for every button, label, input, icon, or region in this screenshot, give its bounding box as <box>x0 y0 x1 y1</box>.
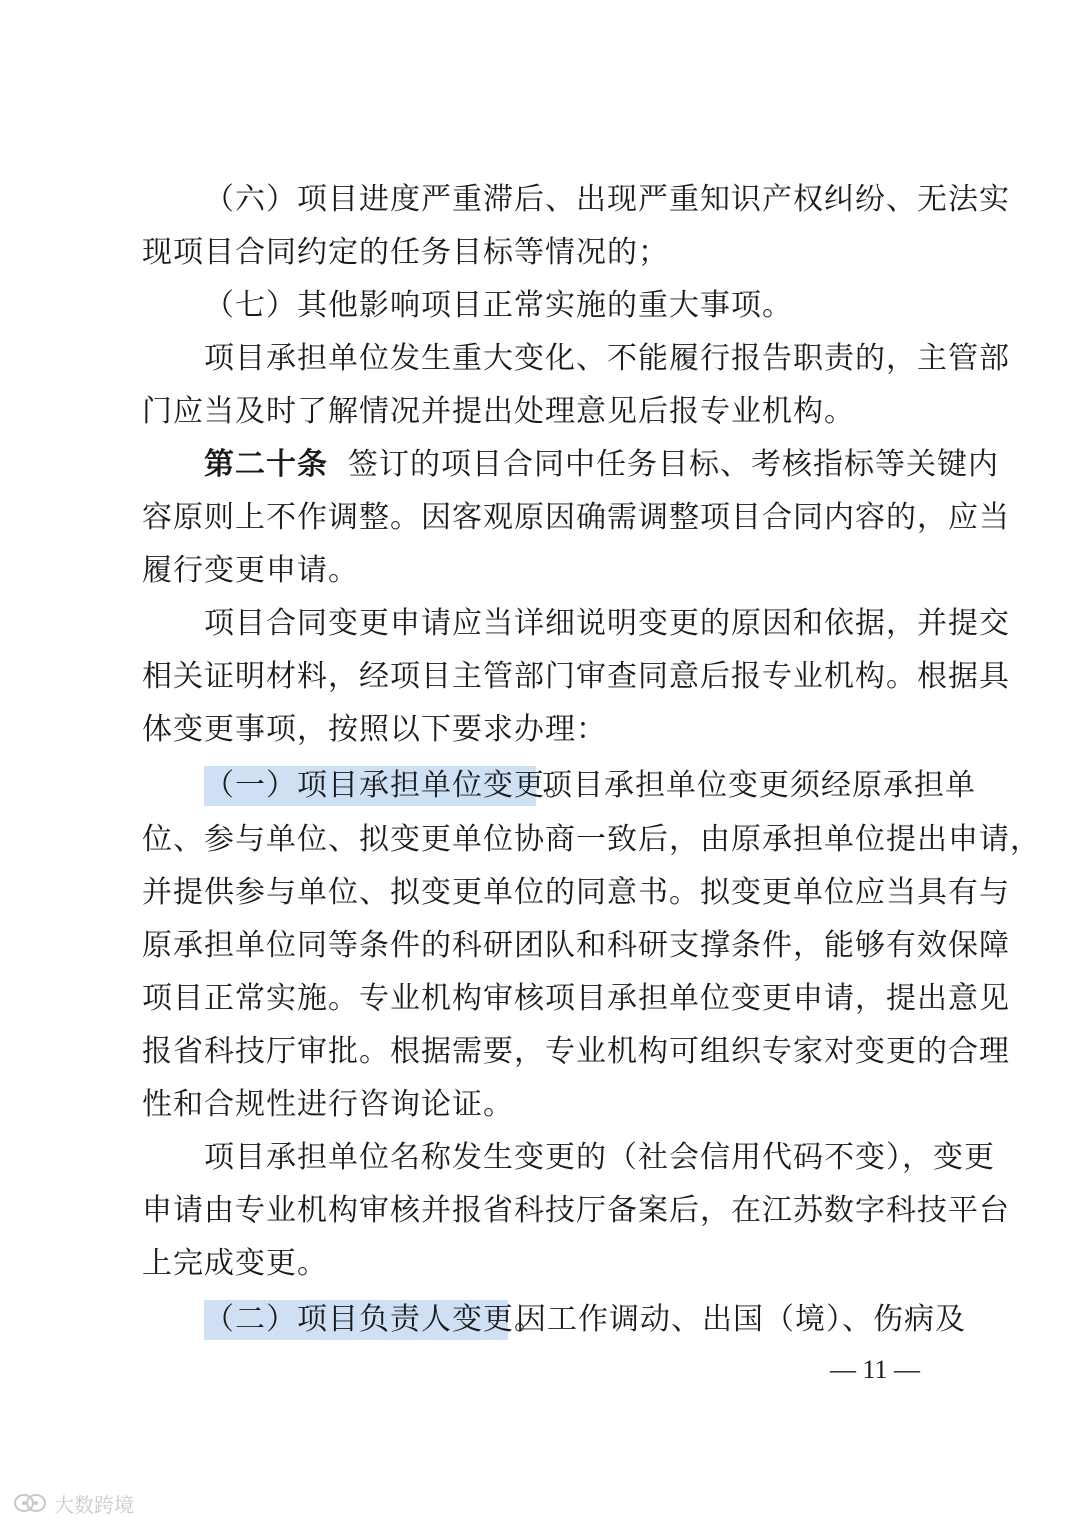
paragraph-line: 报省科技厅审批。根据需要，专业机构可组织专家对变更的合理 <box>142 1034 1010 1069</box>
paragraph-line: 项目承担单位变更须经原承担单 <box>542 768 976 803</box>
paragraph-line: 项目承担单位名称发生变更的（社会信用代码不变），变更 <box>204 1140 995 1175</box>
highlighted-item-heading: （一）项目承担单位变更。 <box>204 766 536 806</box>
highlighted-item-heading: （二）项目负责人变更。 <box>204 1300 508 1340</box>
paragraph-line: 因工作调动、出国（境）、伤病及 <box>516 1302 966 1337</box>
paragraph-line: 项目正常实施。专业机构审核项目承担单位变更申请，提出意见 <box>142 981 1010 1016</box>
watermark-text: 大数跨境 <box>54 1492 134 1517</box>
paragraph-line: 并提供参与单位、拟变更单位的同意书。拟变更单位应当具有与 <box>142 875 1010 910</box>
paragraph-line: 上完成变更。 <box>142 1246 328 1281</box>
paragraph-line: 原承担单位同等条件的科研团队和科研支撑条件，能够有效保障 <box>142 928 1010 963</box>
paragraph-line: 现项目合同约定的任务目标等情况的； <box>142 235 669 270</box>
paragraph-line: 履行变更申请。 <box>142 553 359 588</box>
article-20-first-line <box>204 445 999 485</box>
paragraph-line: 申请由专业机构审核并报省科技厅备案后，在江苏数字科技平台 <box>142 1193 1010 1228</box>
paragraph-line: 相关证明材料，经项目主管部门审查同意后报专业机构。根据具 <box>142 659 1010 694</box>
item-1-first-line <box>204 766 976 806</box>
watermark <box>12 1488 134 1518</box>
paragraph-line: 性和合规性进行咨询论证。 <box>142 1087 514 1122</box>
watermark-logo-icon <box>12 1491 48 1515</box>
paragraph-line: 签订的项目合同中任务目标、考核指标等关键内 <box>348 447 999 482</box>
article-heading: 第二十条 <box>204 447 328 482</box>
paragraph-line: 容原则上不作调整。因客观原因确需调整项目合同内容的，应当 <box>142 500 1010 535</box>
paragraph-line: 项目承担单位发生重大变化、不能履行报告职责的，主管部 <box>204 341 1010 376</box>
paragraph-line: 位、参与单位、拟变更单位协商一致后，由原承担单位提出申请， <box>142 822 1041 857</box>
item-2-first-line <box>204 1300 966 1340</box>
paragraph-line: （七）其他影响项目正常实施的重大事项。 <box>204 288 793 323</box>
paragraph-line: 门应当及时了解情况并提出处理意见后报专业机构。 <box>142 394 855 429</box>
paragraph-line: 体变更事项，按照以下要求办理： <box>142 712 607 747</box>
page-number: — 11 — <box>829 1355 921 1384</box>
paragraph-line: （六）项目进度严重滞后、出现严重知识产权纠纷、无法实 <box>204 182 1010 217</box>
paragraph-line: 项目合同变更申请应当详细说明变更的原因和依据，并提交 <box>204 606 1010 641</box>
